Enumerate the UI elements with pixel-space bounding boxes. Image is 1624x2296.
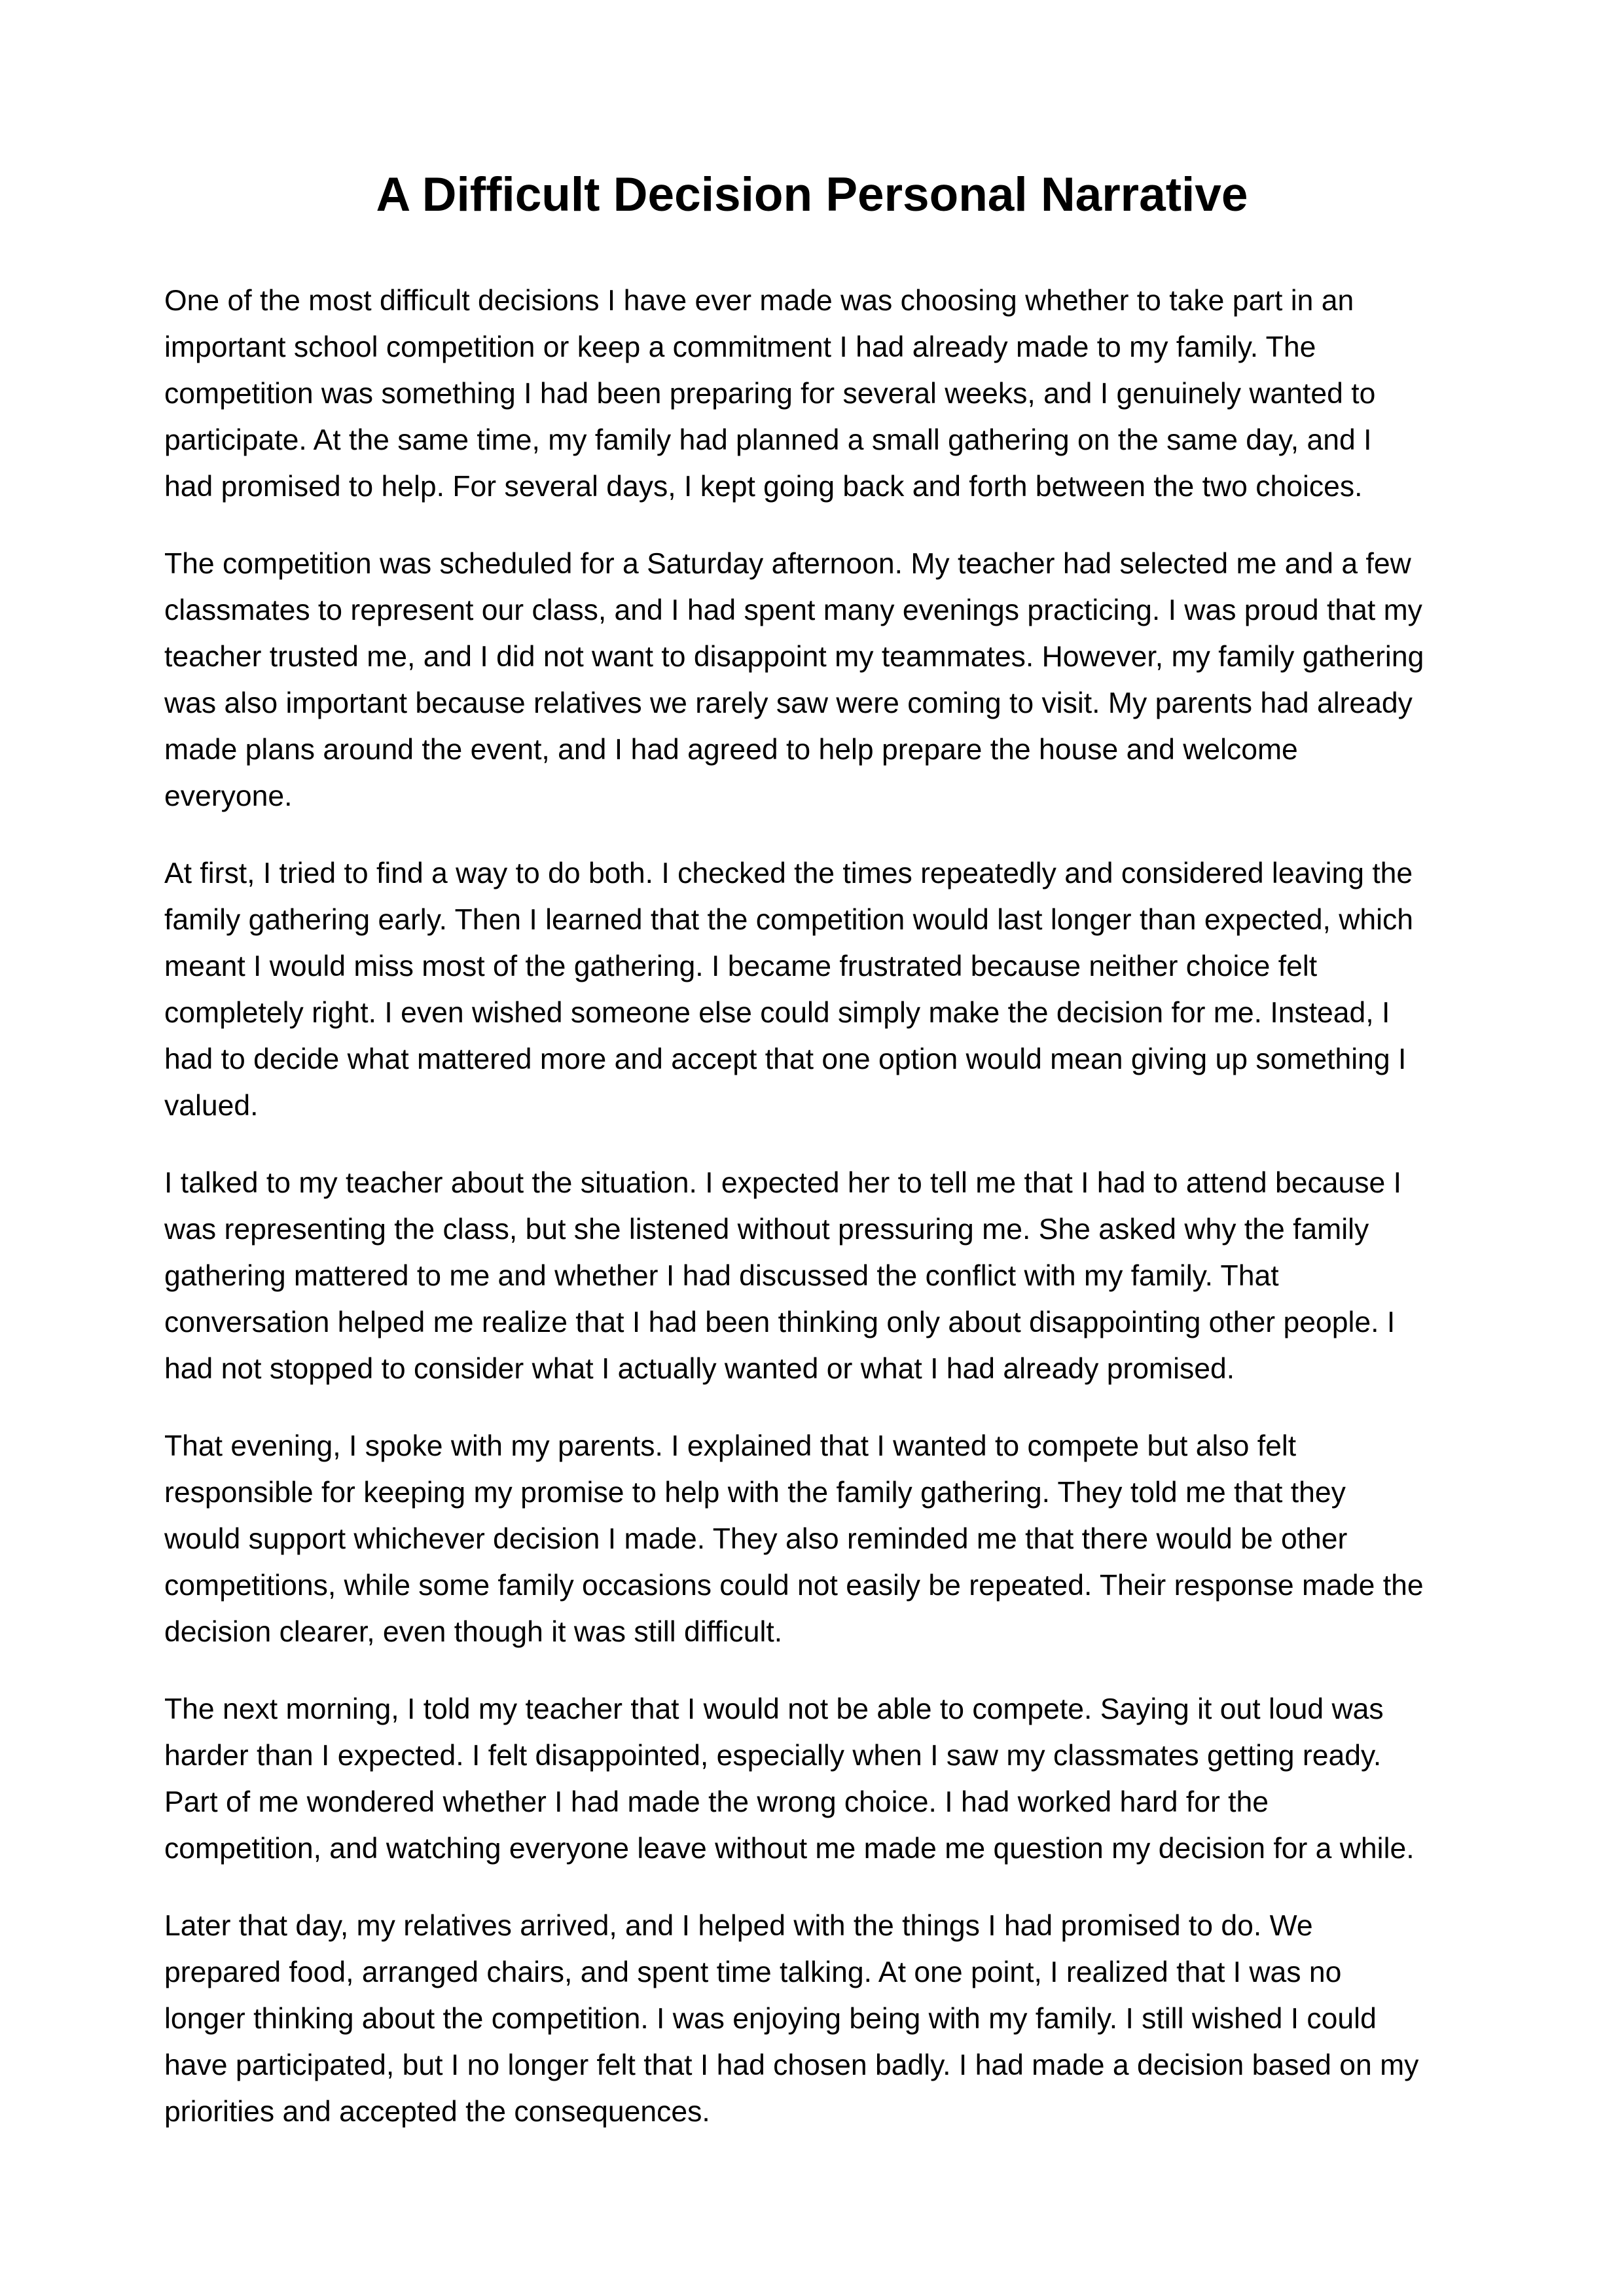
paragraph-2 — [164, 541, 1467, 819]
paragraph-5 — [164, 1423, 1467, 1655]
paragraph-line: prepared food, arranged chairs, and spent time talking. At one point, I realized that I was no — [164, 1956, 1342, 1988]
paragraph-line: important school competition or keep a commitment I had already made to my family. The — [164, 331, 1316, 363]
paragraph-line: participate. At the same time, my family had planned a small gathering on the same day, and I — [164, 424, 1372, 456]
paragraph-line: completely right. I even wished someone else could simply make the decision for me. Instead, I — [164, 997, 1390, 1029]
paragraph-line: Later that day, my relatives arrived, and I helped with the things I had promised to do. We — [164, 1910, 1313, 1942]
paragraph-line: The competition was scheduled for a Saturday afternoon. My teacher had selected me and a few — [164, 548, 1411, 580]
paragraph-line: decision clearer, even though it was still difficult. — [164, 1616, 783, 1648]
paragraph-line: made plans around the event, and I had agreed to help prepare the house and welcome — [164, 734, 1298, 766]
paragraph-line: priorities and accepted the consequences. — [164, 2096, 710, 2128]
paragraph-7 — [164, 1903, 1467, 2135]
paragraph-line: At first, I tried to find a way to do both. I checked the times repeatedly and considered leaving the — [164, 857, 1413, 889]
paragraph-3 — [164, 850, 1467, 1129]
paragraph-line: That evening, I spoke with my parents. I explained that I wanted to compete but also felt — [164, 1430, 1297, 1462]
paragraph-line: I talked to my teacher about the situation. I expected her to tell me that I had to attend because I — [164, 1167, 1401, 1199]
paragraph-line: was also important because relatives we rarely saw were coming to visit. My parents had already — [164, 687, 1413, 719]
paragraph-line: classmates to represent our class, and I had spent many evenings practicing. I was proud that my — [164, 594, 1422, 626]
paragraph-line: competition was something I had been preparing for several weeks, and I genuinely wanted to — [164, 378, 1376, 410]
paragraph-line: was representing the class, but she listened without pressuring me. She asked why the family — [164, 1213, 1369, 1246]
paragraph-line: have participated, but I no longer felt that I had chosen badly. I had made a decision based on my — [164, 2049, 1419, 2081]
paragraph-line: family gathering early. Then I learned that the competition would last longer than expected, which — [164, 904, 1414, 936]
paragraph-line: competition, and watching everyone leave without me made me question my decision for a while. — [164, 1833, 1415, 1865]
document-title: A Difficult Decision Personal Narrative — [376, 168, 1248, 221]
paragraph-1 — [164, 278, 1467, 510]
paragraph-line: teacher trusted me, and I did not want to disappoint my teammates. However, my family gathering — [164, 641, 1424, 673]
paragraph-line: had promised to help. For several days, I kept going back and forth between the two choices. — [164, 471, 1363, 503]
paragraph-line: everyone. — [164, 780, 293, 812]
paragraph-line: Part of me wondered whether I had made the wrong choice. I had worked hard for the — [164, 1786, 1269, 1818]
paragraph-line: valued. — [164, 1090, 259, 1122]
paragraph-4 — [164, 1160, 1467, 1392]
paragraph-line: had not stopped to consider what I actually wanted or what I had already promised. — [164, 1353, 1235, 1385]
paragraph-line: meant I would miss most of the gathering. I became frustrated because neither choice felt — [164, 950, 1318, 982]
paragraph-line: competitions, while some family occasions could not easily be repeated. Their response made the — [164, 1570, 1424, 1602]
document-body — [164, 278, 1467, 2166]
paragraph-line: longer thinking about the competition. I was enjoying being with my family. I still wished I could — [164, 2003, 1377, 2035]
paragraph-line: had to decide what mattered more and accept that one option would mean giving up something I — [164, 1043, 1407, 1075]
paragraph-line: conversation helped me realize that I had been thinking only about disappointing other people. I — [164, 1306, 1396, 1338]
paragraph-line: One of the most difficult decisions I have ever made was choosing whether to take part in an — [164, 285, 1354, 317]
paragraph-line: responsible for keeping my promise to help with the family gathering. They told me that they — [164, 1477, 1346, 1509]
paragraph-6 — [164, 1686, 1467, 1872]
paragraph-line: harder than I expected. I felt disappointed, especially when I saw my classmates getting ready. — [164, 1740, 1382, 1772]
paragraph-line: gathering mattered to me and whether I had discussed the conflict with my family. That — [164, 1260, 1279, 1292]
paragraph-line: would support whichever decision I made. They also reminded me that there would be other — [164, 1523, 1348, 1555]
paragraph-line: The next morning, I told my teacher that I would not be able to compete. Saying it out loud was — [164, 1693, 1384, 1725]
